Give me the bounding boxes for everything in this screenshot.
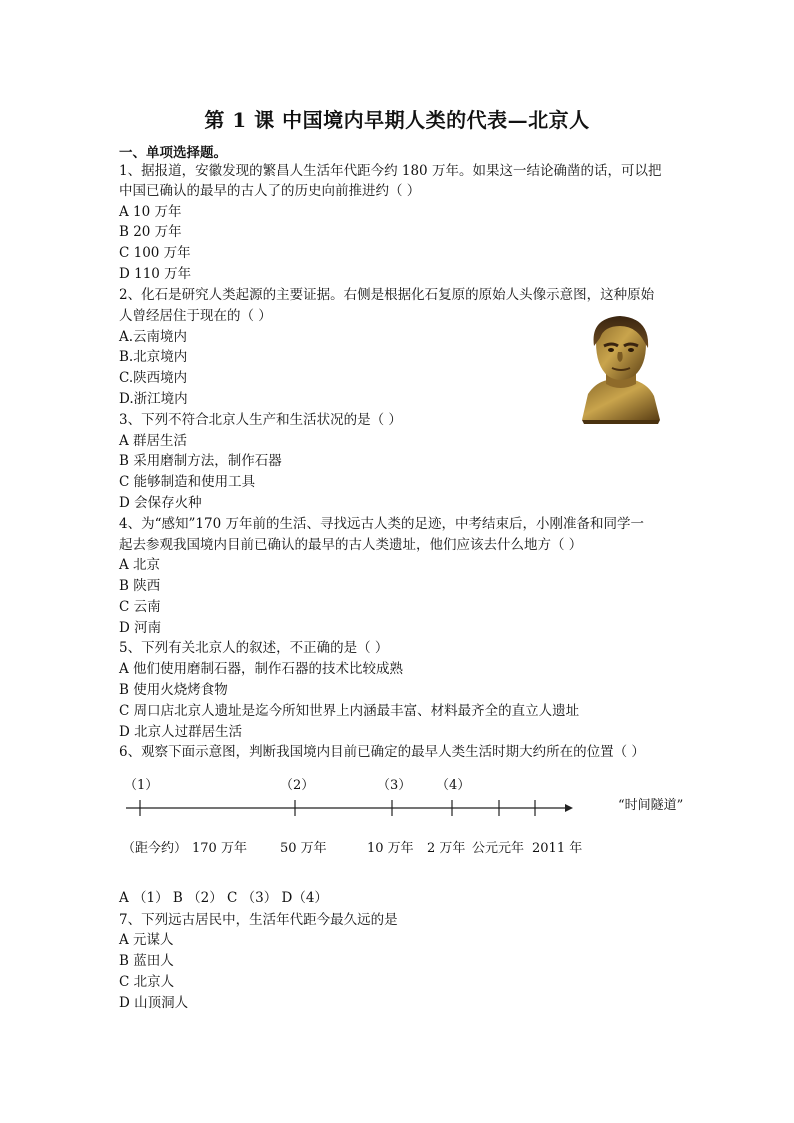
question-1-option-c: C 100 万年 (119, 245, 191, 261)
timeline-tick-2: 2 万年 (427, 841, 466, 856)
question-2-text-cont: 人曾经居住于现在的（ ） (119, 308, 272, 324)
question-5-text: 5、下列有关北京人的叙述，不正确的是（ ） (119, 640, 389, 656)
timeline-prefix: （距今约） (122, 841, 188, 856)
question-7-option-b: B 蓝田人 (119, 953, 174, 969)
question-7-text: 7、下列远古居民中，生活年代距今最久远的是 (119, 912, 398, 928)
question-1-option-a: A 10 万年 (119, 204, 182, 220)
question-2-option-b: B.北京境内 (119, 349, 188, 365)
timeline-tick-ad1: 公元元年 (472, 841, 525, 856)
timeline-marker-4: （4） (436, 778, 471, 793)
question-5-option-c: C 周口店北京人遗址是迄今所知世界上内涵最丰富、材料最齐全的直立人遗址 (119, 703, 580, 719)
question-2-option-a: A.云南境内 (119, 329, 188, 345)
question-3-option-b: B 采用磨制方法，制作石器 (119, 453, 282, 469)
question-1-option-d: D 110 万年 (119, 266, 192, 282)
question-7-option-a: A 元谋人 (119, 932, 174, 948)
question-4-option-a: A 北京 (119, 557, 161, 573)
timeline-tick-170: 170 万年 (192, 841, 247, 856)
question-4-option-b: B 陕西 (119, 578, 161, 594)
time-tunnel-label: “时间隧道” (618, 798, 684, 813)
question-6-options: A （1） B （2） C （3） D（4） (119, 890, 328, 906)
question-1-text: 1、据报道，安徽发现的繁昌人生活年代距今约 180 万年。如果这一结论确凿的话，可以把 (119, 163, 662, 179)
timeline-marker-2: （2） (280, 778, 315, 793)
question-2-option-c: C.陕西境内 (119, 370, 188, 386)
question-4-text-cont: 起去参观我国境内目前已确认的最早的古人类遗址，他们应该去什么地方（ ） (119, 537, 583, 553)
timeline-tick-10: 10 万年 (367, 841, 414, 856)
time-tunnel-diagram (110, 770, 710, 860)
page-title: 第 1 课 中国境内早期人类的代表—北京人 (204, 108, 590, 132)
section-heading: 一、单项选择题。 (119, 145, 227, 161)
timeline-marker-1: （1） (124, 778, 159, 793)
peking-man-bust-image (574, 312, 666, 424)
question-5-option-b: B 使用火烧烤食物 (119, 682, 228, 698)
question-4-option-d: D 河南 (119, 620, 162, 636)
question-1-text-cont: 中国已确认的最早的古人了的历史向前推进约（ ） (119, 183, 421, 199)
question-3-text: 3、下列不符合北京人生产和生活状况的是（ ） (119, 412, 402, 428)
question-3-option-c: C 能够制造和使用工具 (119, 474, 256, 490)
timeline-marker-3: （3） (377, 778, 412, 793)
question-7-option-c: C 北京人 (119, 974, 175, 990)
question-1-option-b: B 20 万年 (119, 224, 182, 240)
question-4-option-c: C 云南 (119, 599, 161, 615)
question-2-option-d: D.浙江境内 (119, 391, 188, 407)
question-5-option-d: D 北京人过群居生活 (119, 724, 243, 740)
question-3-option-a: A 群居生活 (119, 433, 188, 449)
timeline-tick-50: 50 万年 (280, 841, 327, 856)
question-4-text: 4、为“感知”170 万年前的生活、寻找远古人类的足迹，中考结束后，小刚准备和同学一 (119, 516, 644, 532)
question-3-option-d: D 会保存火种 (119, 495, 202, 511)
question-5-option-a: A 他们使用磨制石器，制作石器的技术比较成熟 (119, 661, 404, 677)
timeline-tick-2011: 2011 年 (532, 841, 583, 856)
question-6-text: 6、观察下面示意图，判断我国境内目前已确定的最早人类生活时期大约所在的位置（ ） (119, 744, 645, 760)
question-7-option-d: D 山顶洞人 (119, 995, 189, 1011)
question-2-text: 2、化石是研究人类起源的主要证据。右侧是根据化石复原的原始人头像示意图，这种原始 (119, 287, 655, 303)
